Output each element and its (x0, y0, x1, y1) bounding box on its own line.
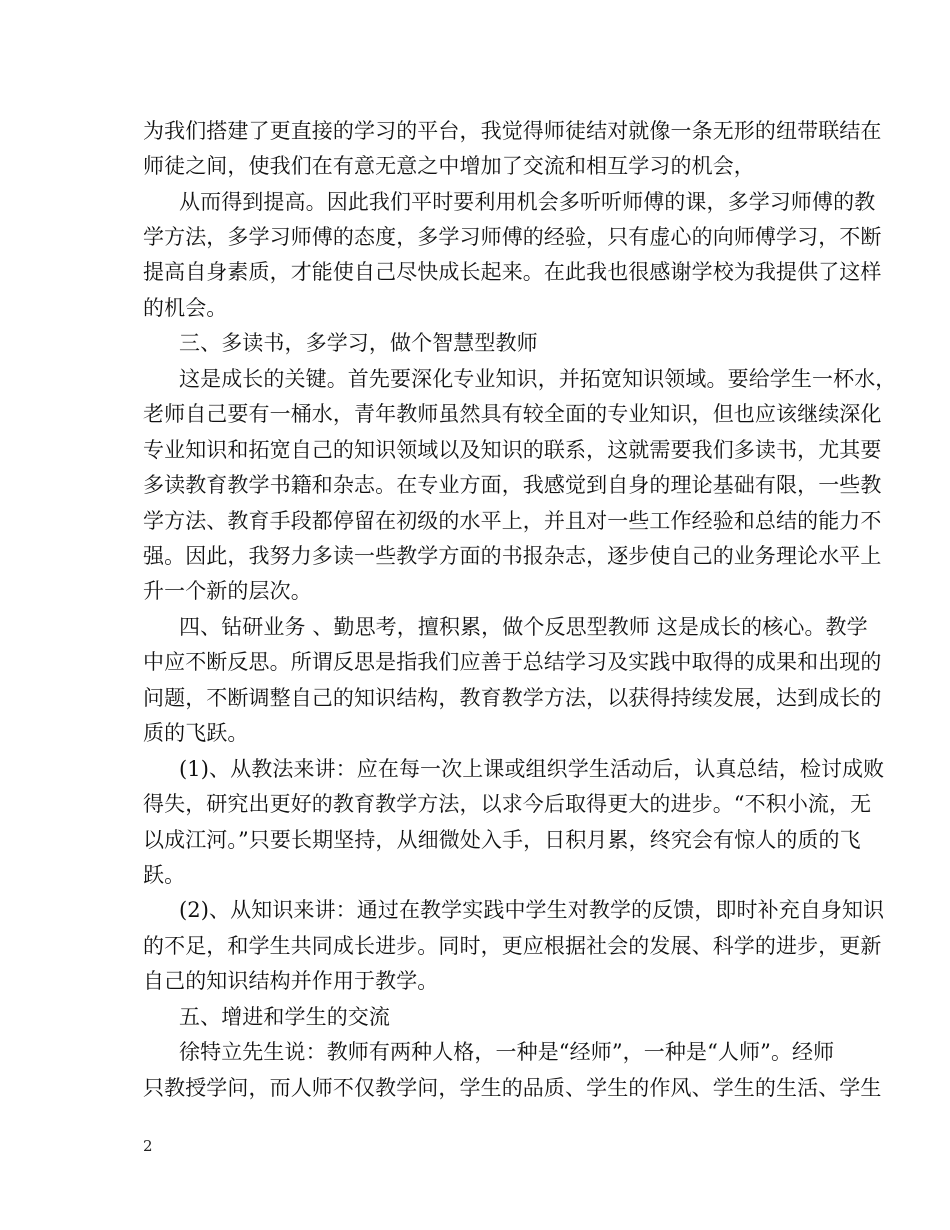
text-line: 跃。 (143, 863, 186, 887)
text-line: 提高自身素质，才能使自己尽快成长起来。在此我也很感谢学校为我提供了这样 (143, 260, 882, 284)
text-line: 专业知识和拓宽自己的知识领域以及知识的联系，这就需要我们多读书，尤其要 (143, 438, 882, 462)
section-heading: 三、多读书，多学习，做个智慧型教师 (179, 331, 538, 355)
text-line: 质的飞跃。 (143, 721, 249, 745)
section-heading: 五、增进和学生的交流 (179, 1005, 390, 1029)
text-line: 的机会。 (143, 296, 228, 320)
text-line: 强。因此，我努力多读一些教学方面的书报杂志，逐步使自己的业务理论水平上 (143, 544, 882, 568)
text-line: 这是成长的关键。首先要深化专业知识，并拓宽知识领域。要给学生一杯水， (179, 367, 897, 391)
text-line: 中应不断反思。所谓反思是指我们应善于总结学习及实践中取得的成果和出现的 (143, 650, 882, 674)
text-line: 学方法，多学习师傅的态度，多学习师傅的经验，只有虚心的向师傅学习，不断 (143, 225, 882, 249)
text-line: (2)、从知识来讲：通过在教学实践中学生对教学的反馈，即时补充自身知识 (179, 898, 885, 922)
text-line: 自己的知识结构并作用于教学。 (143, 969, 439, 993)
text-line: 老师自己要有一桶水，青年教师虽然具有较全面的专业知识，但也应该继续深化 (143, 402, 882, 426)
text-line: 升一个新的层次。 (143, 579, 312, 603)
text-line: 学方法、教育手段都停留在初级的水平上，并且对一些工作经验和总结的能力不 (143, 509, 882, 533)
text-line: 徐特立先生说：教师有两种人格，一种是“经师”，一种是“人师”。经师 (179, 1040, 835, 1064)
text-line: 只教授学问，而人师不仅教学问，学生的品质、学生的作风、学生的生活、学生 (143, 1076, 882, 1100)
text-line: 的不足，和学生共同成长进步。同时，更应根据社会的发展、科学的进步，更新 (143, 934, 882, 958)
text-line: 得失，研究出更好的教育教学方法，以求今后取得更大的进步。“不积小流，无 (143, 792, 872, 816)
text-line: (1)、从教法来讲：应在每一次上课或组织学生活动后，认真总结，检讨成败 (179, 757, 885, 781)
text-line: 从而得到提高。因此我们平时要利用机会多听听师傅的课，多学习师傅的教 (179, 190, 876, 214)
text-line: 问题，不断调整自己的知识结构，教育教学方法，以获得持续发展，达到成长的 (143, 686, 882, 710)
text-line: 为我们搭建了更直接的学习的平台，我觉得师徒结对就像一条无形的纽带联结在 (143, 119, 882, 143)
page-number: 2 (143, 1137, 153, 1155)
text-line: 师徒之间，使我们在有意无意之中增加了交流和相互学习的机会， (143, 154, 755, 178)
text-line: 多读教育教学书籍和杂志。在专业方面，我感觉到自身的理论基础有限，一些教 (143, 473, 882, 497)
section-heading: 四、钻研业务 、勤思考，擅积累，做个反思型教师 这是成长的核心。教学 (179, 615, 868, 639)
text-line: 以成江河。”只要长期坚持，从细微处入手，日积月累，终究会有惊人的质的飞 (143, 828, 861, 852)
